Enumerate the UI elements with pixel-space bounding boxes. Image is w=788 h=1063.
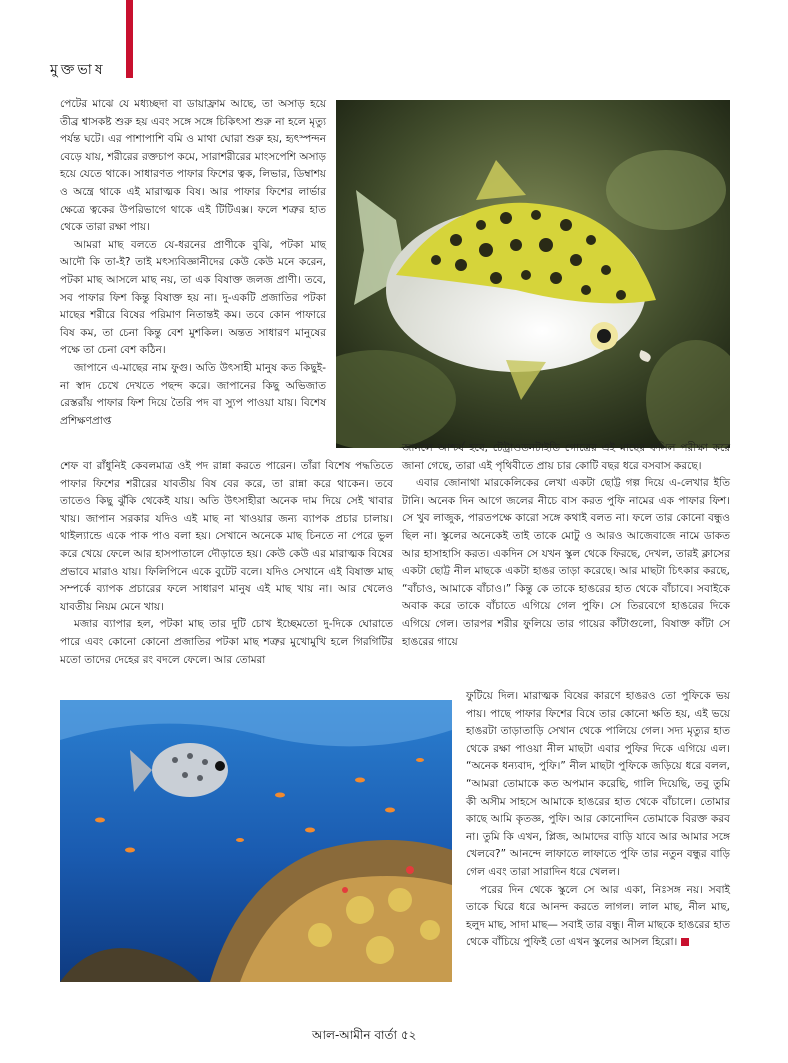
paragraph: এবার জোনাথা মারকেলিকের লেখা একটা ছোট্ট গল্প দিয়ে এ-লেখার ইতি টানি। অনেক দিন আগে জলের নীচে বাস করত পুফি নামের এক পাফার ফিশ। সে খুব লাজুক, পারতপক্ষে কারো সঙ্গে কথাই বলত না। ফলে তার কোনো বন্ধুও ছিল না। স্কুলের অনেকেই তাই তাকে মোটু ও আরও আজেবাজে নামে ডাকত আর হাসাহাসি করত। একদিন সে যখন স্কুল থেকে ফিরছে, দেখল, তারই ক্লাসের একটা ছোট্ট নীল মাছকে একটা হাঙর তাড়া করেছে। আর মাছটা চিৎকার করছে, “বাঁচাও, আমাকে বাঁচাও।” কিন্তু কে তাকে হাঙরের হাত থেকে বাঁচাবে। সবাইকে অবাক করে তাকে বাঁচাতে এগিয়ে গেল পুফি। সে তিরবেগে হাঙরের দিকে এগিয়ে গেল। তারপর শরীর ফুলিয়ে তার গায়ের কাঁটাগুলো, বিষাক্ত কাঁটা সে হাঙরের গায়ে (402, 477, 730, 648)
paragraph-last (466, 882, 730, 952)
paragraph: ফুটিয়ে দিল। মারাত্মক বিষের কারণে হাঙরও তো পুফিকে ভয় পায়। পাছে পাফার ফিশের বিষে তার কোনো ক্ষতি হয়, এই ভয়ে হাঙরটা তাড়াতাড়ি সেখান থেকে পালিয়ে গেল। সদ্য মৃত্যুর হাত থেকে রক্ষা পাওয়া নীল মাছটা এবার পুফির দিকে এগিয়ে এল। “অনেক ধন্যবাদ, পুফি।” নীল মাছটা পুফিকে জড়িয়ে ধরে বলল, “আমরা তোমাকে কত অপমান করেছি, গালি দিয়েছি, তবু তুমি কী অসীম সাহসে আমাকে হাঙরের হাত থেকে বাঁচালে। তোমার কাছে আমি কৃতজ্ঞ, পুফি। আর কোনোদিন তোমাকে বিরক্ত করব না। তুমি কি এখন, প্লিজ, আমাদের বাড়ি যাবে আর আমার সঙ্গে খেলবে?” আনন্দে লাফাতে লাফাতে পুফি তার নতুন বন্ধুর বাড়ি গেল এবং তারা সারাদিন ধরে খেলল। (466, 690, 730, 878)
paragraph: মজার ব্যাপার হল, পটকা মাছ তার দুটি চোখ ইচ্ছেমতো দু-দিকে ঘোরাতে পারে এবং কোনো কোনো প্রজাতির পটকা মাছ শত্রুর মুখোমুখি হলে গিরগিটির মতো তাদের দেহের রং বদলে ফেলে। আর তোমরা (60, 618, 393, 666)
reef-photo-bottom (60, 700, 452, 982)
page-number: ৫২ (400, 1028, 417, 1042)
article-column-2-bottom (466, 688, 730, 952)
page-footer (312, 1027, 416, 1047)
magazine-name: আল-আমীন বার্তা (312, 1028, 397, 1042)
article-column-1-top (60, 96, 326, 430)
paragraph: আমরা মাছ বলতে যে-ধরনের প্রাণীকে বুঝি, পটকা মাছ আদৌ কি তা-ই? তাই মৎস্যবিজ্ঞানীদের কেউ কেউ মনে করেন, পটকা মাছ আসলে মাছ নয়, তা এক বিষাক্ত জলজ প্রাণী। তবে, সব পাফার ফিশ কিন্তু বিষাক্ত হয় না। দু-একটি প্রজাতির পটকা মাছের শরীরে বিষের পরিমাণ নিতান্তই কম। তবে কোন পাফারে বিষ কম, তা চেনা কিন্তু বেশ মুশকিল। অন্তত সাধারণ মানুষের পক্ষে তা চেনা বেশ কঠিন। (60, 238, 326, 357)
paragraph: পেটের মাঝে যে মধ্যচ্ছদা বা ডায়াফ্রাম আছে, তা অসাড় হয়ে তীব্র শ্বাসকষ্ট শুরু হয় এবং সঙ্গে সঙ্গে চিকিৎসা শুরু না হলে মৃত্যু পর্যন্ত ঘটে। এর পাশাপাশি বমি ও মাথা ঘোরা শুরু হয়, হৃৎস্পন্দন বেড়ে যায়, শরীরের রক্তচাপ কমে, সারাশরীরের মাংসপেশি অসাড় হয়ে যেতে থাকে। সাধারণত পাফার ফিশের ত্বক, লিভার, ডিম্বাশয় ও অন্ত্রে থাকে এই মারাত্মক বিষ। আর পাফার ফিশের লার্ভার ক্ষেত্রে ত্বকের উপরিভাগে থাকে এই টিটিএক্স। ফলে শত্রুর হাত থেকে তারা রক্ষা পায়। (60, 98, 326, 234)
paragraph: শেফ বা রাঁধুনিই কেবলমাত্র ওই পদ রান্না করতে পারেন। তাঁরা বিশেষ পদ্ধতিতে পাফার ফিশের শরীরের যাবতীয় বিষ বের করে, তা রান্না করে থাকেন। তবে তাতেও কিছু ঝুঁকি থেকেই যায়। অতি উৎসাহীরা অনেক দাম দিয়ে সেই খাবার খায়। জাপান সরকার যদিও এই মাছ না খাওয়ার জন্য ব্যাপক প্রচার চালায়। থাইল্যান্ডে একে পাক পাও বলা হয়। সেখানে অনেকে মাছ চিনতে না পেরে ভুল করে খেয়ে ফেলে আর হাসপাতালে দৌড়াতে হয়। কেউ কেউ এর মারাত্মক বিষের প্রভাবে মারাও যায়। ফিলিপিনে একে বুটেট বলে। যদিও সেখানে এই বিষাক্ত মাছ সম্পর্কে ব্যাপক প্রচারের ফলে সাধারণ মানুষ এই মাছ খায় না। আর খেলেও যাবতীয় নিয়ম মেনে খায়। (60, 460, 393, 613)
paragraph: জাপানে এ-মাছের নাম ফুগু। অতি উৎসাহী মানুষ কত কিছুই-না স্বাদ চেখে দেখতে পছন্দ করে। জাপানের কিছু অভিজাত রেস্তরাঁয় পাফার ফিশ দিয়ে তৈরি পদ বা স্যুপ পাওয়া যায়। বিশেষ প্রশিক্ষণপ্রাপ্ত (60, 361, 326, 427)
article-column-1-middle (60, 458, 393, 669)
end-mark (681, 938, 689, 946)
section-title: মুক্তভাষ (50, 62, 106, 78)
article-column-2-middle (402, 440, 730, 651)
paragraph: জানলে আশ্চর্য হবে, টেট্রাওডনটাইডি গোত্রের এই মাছের ফসিল পরীক্ষা করে জানা গেছে, তারা এই পৃথিবীতে প্রায় চার কোটি বছর ধরে বসবাস করছে। (402, 442, 730, 472)
paragraph-text: পরের দিন থেকে স্কুলে সে আর একা, নিঃসঙ্গ নয়। সবাই তাকে ঘিরে ধরে আনন্দ করতে লাগল। লাল মাছ, নীল মাছ, হলুদ মাছ, সাদা মাছ— সবাই তার বন্ধু। নীল মাছকে হাঙরের হাত থেকে বাঁচিয়ে পুফিই তো এখন স্কুলের আসল হিরো। (466, 883, 730, 949)
pufferfish-photo-top (336, 100, 730, 448)
accent-bar (126, 0, 133, 78)
